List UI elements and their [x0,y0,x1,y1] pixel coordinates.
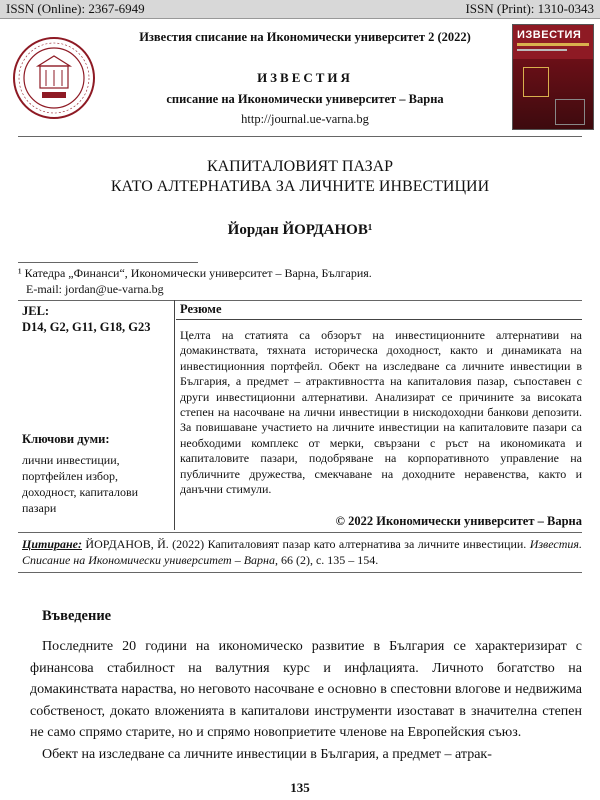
cover-stripe-secondary [517,49,567,51]
journal-line: Известия списание на Икономически университет 2 (2022) [139,30,471,44]
journal-cover [512,24,594,130]
cover-stripe [517,43,589,46]
body-paragraph-1: Последните 20 години на икономическо развитие в България се характеризират с финансова стабилност на валутния курс и инфлацията. Личното богатство на домакинствата нараства, но неговото насочване е основно в спестовни влогове и недвижима собственост, докато вложенията в капиталови инструменти изостават в значителна степен не само спрямо старите, но и спрямо новоприетите членове на Европейския съюз. [30,639,582,741]
article-author: Йордан ЙОРДАНОВ¹ [227,222,373,238]
article-title-line2: КАТО АЛТЕРНАТИВА ЗА ЛИЧНИТЕ ИНВЕСТИЦИИ [110,178,490,195]
page-number: 135 [290,780,310,795]
citation [22,536,582,568]
abstract-label: Резюме [180,302,222,316]
footnote-affiliation: ¹ Катедра „Финанси“, Икономически университет – Варна, България. [18,266,372,280]
citation-top-rule [18,532,582,533]
citation-main: ЙОРДАНОВ, Й. (2022) Капиталовият пазар като алтернатива за личните инвестиции. [82,537,530,551]
section-title: Въведение [42,608,112,624]
column-divider [174,300,175,530]
university-seal-icon [12,36,96,120]
abstract-text: Целта на статията са обзорът на инвестиционните алтернативи на домакинствата, тяхната историческа доходност, както и динамиката на инвестиционния портфейл. Обект на изследване са личните инвестиции в България, а предмет – атрактивността на капиталовия пазар, съпоставен с други инвестиционни алтернативи. Анализират се причините за високата степен на насочване на лични инвестиции в нискодоходни банкови депозити. За повишаване участието на личните инвестиции на капиталовите пазари са необходими комплекс от мерки, свързани с ръст на икономиката и капиталовите пазари, подобряване на корпоративното управление на публичните дружества, смекчаване на доходните неравенства, както и данъчни стимули. [180,328,582,497]
citation-bottom-rule [18,572,582,573]
article-title-line1: КАПИТАЛОВИЯТ ПАЗАР [206,158,394,175]
body-paragraph-2: Обект на изследване са личните инвестиции в България, а предмет – атрак- [42,747,492,762]
keywords-label: Ключови думи: [22,432,110,446]
copyright: © 2022 Икономически университет – Варна [335,514,582,528]
keywords-list: лични инвестиции, портфейлен избор, доходност, капиталови пазари [22,453,139,515]
cover-title: ИЗВЕСТИЯ [517,29,582,41]
journal-url[interactable]: http://journal.ue-varna.bg [241,112,369,126]
issn-online: ISSN (Online): 2367-6949 [6,1,145,16]
header-divider [18,136,582,137]
issn-print: ISSN (Print): 1310-0343 [465,1,594,16]
issn-bar [0,0,600,19]
footnote-rule [18,262,198,263]
cover-emblem [523,67,549,97]
abstract-top-rule [18,300,582,301]
jel-codes: D14, G2, G11, G18, G23 [22,320,151,334]
citation-journal: Известия. Списание на Икономически университет – Варна [22,537,582,567]
jel-label: JEL: [22,304,50,318]
journal-subtitle: списание на Икономически университет – Варна [166,92,444,106]
journal-name: ИЗВЕСТИЯ [257,70,353,85]
citation-rest: , 66 (2), с. 135 – 154. [274,553,379,567]
citation-label: Цитиране: [22,537,82,551]
footnote-email: E-mail: jordan@ue-varna.bg [26,282,164,296]
abstract-label-rule [176,319,582,320]
cover-emblem-secondary [555,99,585,125]
